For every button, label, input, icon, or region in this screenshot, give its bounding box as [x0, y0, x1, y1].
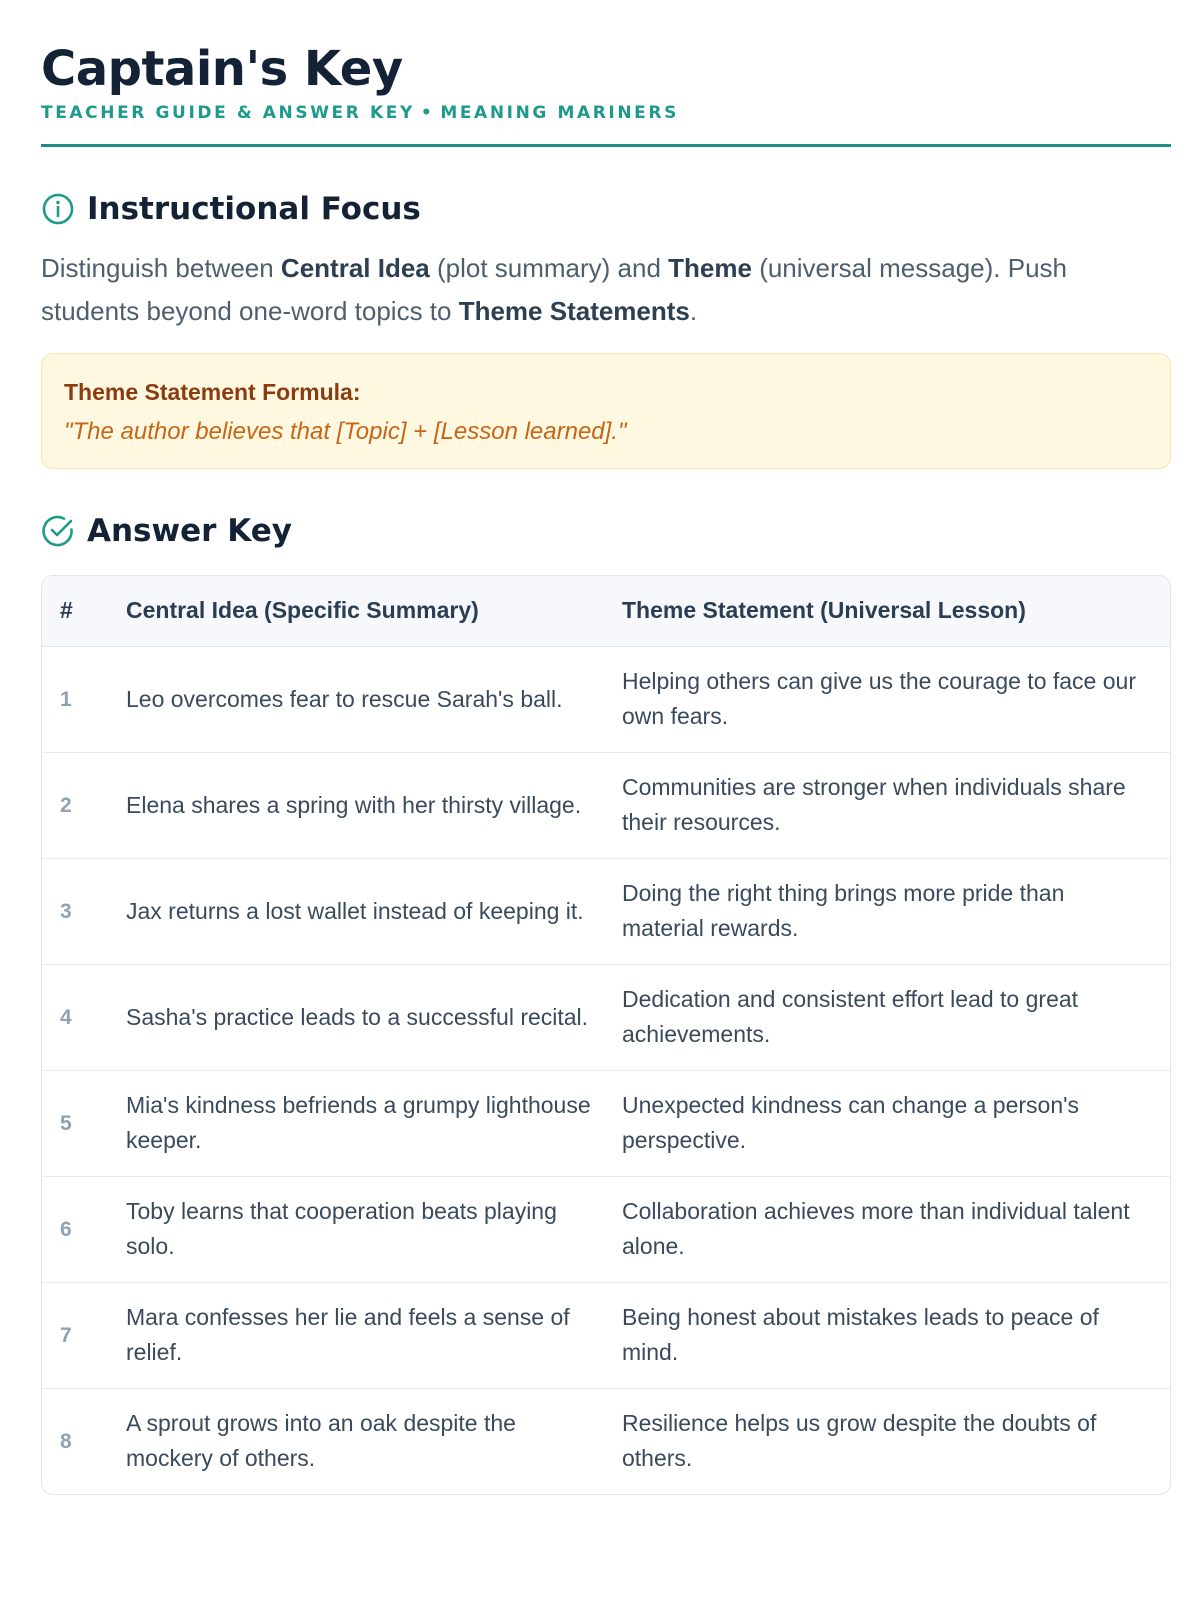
theme-statement-cell: Being honest about mistakes leads to peace of mind.: [622, 1282, 1170, 1388]
column-header-theme-statement: Theme Statement (Universal Lesson): [622, 576, 1170, 646]
table-row: [42, 1176, 1170, 1282]
table-row: [42, 1070, 1170, 1176]
row-number: 4: [42, 964, 126, 1070]
column-header-central-idea: Central Idea (Specific Summary): [126, 576, 622, 646]
central-idea-cell: Mia's kindness befriends a grumpy lighthouse keeper.: [126, 1070, 622, 1176]
row-number: 6: [42, 1176, 126, 1282]
focus-description: [41, 247, 1171, 333]
formula-callout: [41, 353, 1171, 469]
info-icon: [41, 192, 75, 226]
table-header-row: [42, 576, 1170, 646]
row-number: 3: [42, 858, 126, 964]
table-row: [42, 858, 1170, 964]
row-number: 8: [60, 1429, 72, 1453]
answer-key-heading: [41, 511, 1159, 551]
page-title: Captain's Key: [41, 41, 403, 97]
focus-text-3: (universal message). Push students beyond one-word topics to: [41, 253, 1067, 326]
formula-label: Theme Statement Formula:: [64, 379, 361, 405]
row-number: 7: [42, 1282, 126, 1388]
page-subtitle: [41, 102, 1159, 124]
focus-term-theme-statements: Theme Statements: [458, 296, 690, 326]
section-title: Answer Key: [87, 513, 292, 549]
section-title: Instructional Focus: [87, 191, 421, 227]
theme-statement-cell: Resilience helps us grow despite the doubts of others.: [622, 1410, 1097, 1472]
table-row: [42, 646, 1170, 752]
answer-key-table: [41, 575, 1171, 1495]
theme-statement-cell: Collaboration achieves more than individual talent alone.: [622, 1176, 1170, 1282]
row-number: 5: [42, 1070, 126, 1176]
focus-text-2: (plot summary) and: [429, 253, 669, 283]
check-circle-icon: [41, 514, 75, 548]
theme-statement-cell: Unexpected kindness can change a person's perspective.: [622, 1070, 1170, 1176]
central-idea-cell: Mara confesses her lie and feels a sense of relief.: [126, 1282, 622, 1388]
subtitle-guide: TEACHER GUIDE & ANSWER KEY: [41, 103, 415, 123]
instructional-focus-heading: [41, 189, 1159, 229]
central-idea-cell: A sprout grows into an oak despite the mockery of others.: [126, 1410, 516, 1472]
focus-text-4: .: [689, 296, 698, 326]
focus-term-theme: Theme: [668, 253, 752, 283]
header: [41, 40, 1159, 147]
theme-statement-cell: Dedication and consistent effort lead to great achievements.: [622, 964, 1170, 1070]
central-idea-cell: Toby learns that cooperation beats playing solo.: [126, 1176, 622, 1282]
table-row: [42, 1282, 1170, 1388]
theme-statement-cell: Communities are stronger when individuals share their resources.: [622, 752, 1170, 858]
row-number: 2: [42, 752, 126, 858]
table-row: [42, 1388, 1170, 1494]
column-header-number: #: [42, 576, 126, 646]
formula-text: "The author believes that [Topic] + [Lesson learned].": [64, 418, 627, 445]
header-divider: [41, 144, 1171, 147]
central-idea-cell: Jax returns a lost wallet instead of keeping it.: [126, 858, 622, 964]
table-row: [42, 752, 1170, 858]
central-idea-cell: Leo overcomes fear to rescue Sarah's ball.: [126, 646, 622, 752]
subtitle-separator: •: [420, 103, 435, 123]
theme-statement-cell: Helping others can give us the courage to face our own fears.: [622, 646, 1170, 752]
central-idea-cell: Sasha's practice leads to a successful recital.: [126, 964, 622, 1070]
theme-statement-cell: Doing the right thing brings more pride than material rewards.: [622, 858, 1170, 964]
focus-text-1: Distinguish between: [41, 253, 281, 283]
row-number: 1: [42, 646, 126, 752]
table-row: [42, 964, 1170, 1070]
central-idea-cell: Elena shares a spring with her thirsty village.: [126, 752, 622, 858]
subtitle-course: MEANING MARINERS: [440, 103, 679, 123]
focus-term-central-idea: Central Idea: [280, 253, 430, 283]
